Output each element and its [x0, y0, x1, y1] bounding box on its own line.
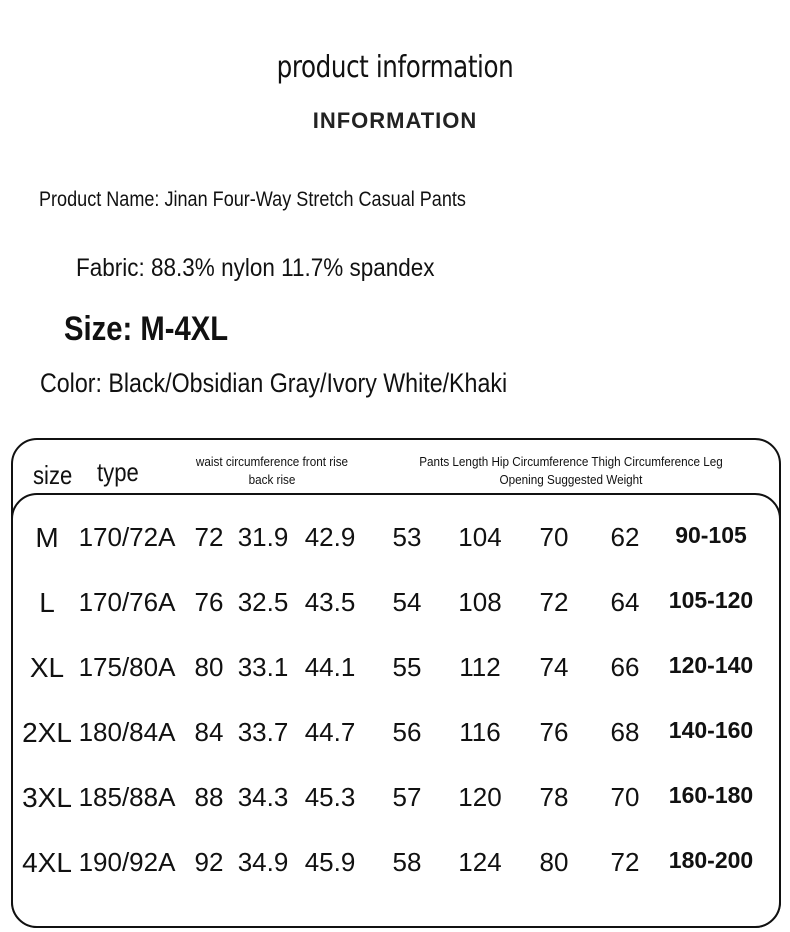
cell-leg-opening: 66	[610, 652, 640, 682]
cell-pants-length: 55	[392, 652, 422, 682]
cell-front-rise: 33.7	[237, 717, 289, 747]
cell-weight: 140-160	[668, 717, 754, 743]
cell-type: 170/76A	[78, 587, 176, 617]
cell-pants-length: 54	[392, 587, 422, 617]
cell-size: 3XL	[22, 782, 72, 813]
cell-leg-opening: 64	[610, 587, 640, 617]
cell-weight: 120-140	[668, 652, 754, 678]
cell-front-rise: 34.3	[237, 782, 289, 812]
cell-leg-opening: 72	[610, 847, 640, 877]
header-measure-group-1: waist circumference front rise back rise	[195, 454, 349, 487]
cell-thigh: 70	[539, 522, 569, 552]
cell-size: 4XL	[22, 847, 72, 878]
size-range: Size: M-4XL	[64, 310, 229, 348]
cell-thigh: 78	[539, 782, 569, 812]
cell-front-rise: 31.9	[237, 522, 289, 552]
color-options: Color: Black/Obsidian Gray/Ivory White/Khaki	[40, 368, 508, 398]
cell-waist: 76	[194, 587, 224, 617]
cell-pants-length: 56	[392, 717, 422, 747]
page-title: product information	[276, 50, 514, 85]
cell-type: 190/92A	[78, 847, 176, 877]
cell-back-rise: 44.1	[304, 652, 356, 682]
header-measure-group-2: Pants Length Hip Circumference Thigh Circumference Leg Opening Suggested Weight	[419, 454, 723, 487]
cell-back-rise: 44.7	[304, 717, 356, 747]
cell-hip: 124	[458, 847, 502, 877]
header-type: type	[97, 457, 139, 487]
cell-weight: 105-120	[668, 587, 754, 613]
header-size: size	[33, 460, 73, 490]
cell-front-rise: 33.1	[237, 652, 289, 682]
cell-size: 2XL	[22, 717, 72, 748]
cell-hip: 116	[459, 717, 501, 747]
cell-size: M	[35, 522, 59, 553]
cell-hip: 112	[459, 652, 501, 682]
page-subtitle: INFORMATION	[312, 108, 478, 133]
cell-back-rise: 45.3	[304, 782, 356, 812]
cell-size: L	[39, 587, 55, 618]
cell-leg-opening: 70	[610, 782, 640, 812]
cell-waist: 72	[194, 522, 224, 552]
cell-pants-length: 57	[392, 782, 422, 812]
cell-thigh: 80	[539, 847, 569, 877]
cell-type: 180/84A	[78, 717, 176, 747]
cell-leg-opening: 62	[610, 522, 640, 552]
cell-type: 185/88A	[78, 782, 176, 812]
cell-thigh: 74	[539, 652, 569, 682]
product-name: Product Name: Jinan Four-Way Stretch Casual Pants	[39, 188, 466, 211]
cell-waist: 92	[194, 847, 224, 877]
cell-front-rise: 34.9	[237, 847, 289, 877]
cell-pants-length: 58	[392, 847, 422, 877]
fabric-info: Fabric: 88.3% nylon 11.7% spandex	[76, 254, 435, 282]
cell-back-rise: 42.9	[304, 522, 356, 552]
cell-waist: 80	[194, 652, 224, 682]
cell-waist: 84	[194, 717, 224, 747]
cell-hip: 108	[458, 587, 502, 617]
cell-type: 175/80A	[78, 652, 176, 682]
cell-pants-length: 53	[392, 522, 422, 552]
cell-back-rise: 43.5	[304, 587, 356, 617]
cell-weight: 90-105	[675, 522, 747, 548]
cell-waist: 88	[194, 782, 224, 812]
cell-thigh: 72	[539, 587, 569, 617]
cell-hip: 120	[458, 782, 502, 812]
cell-size: XL	[29, 652, 65, 683]
cell-type: 170/72A	[78, 522, 176, 552]
cell-front-rise: 32.5	[237, 587, 289, 617]
cell-back-rise: 45.9	[304, 847, 356, 877]
cell-leg-opening: 68	[610, 717, 640, 747]
cell-weight: 180-200	[668, 847, 754, 873]
cell-thigh: 76	[539, 717, 569, 747]
cell-weight: 160-180	[668, 782, 754, 808]
cell-hip: 104	[458, 522, 502, 552]
